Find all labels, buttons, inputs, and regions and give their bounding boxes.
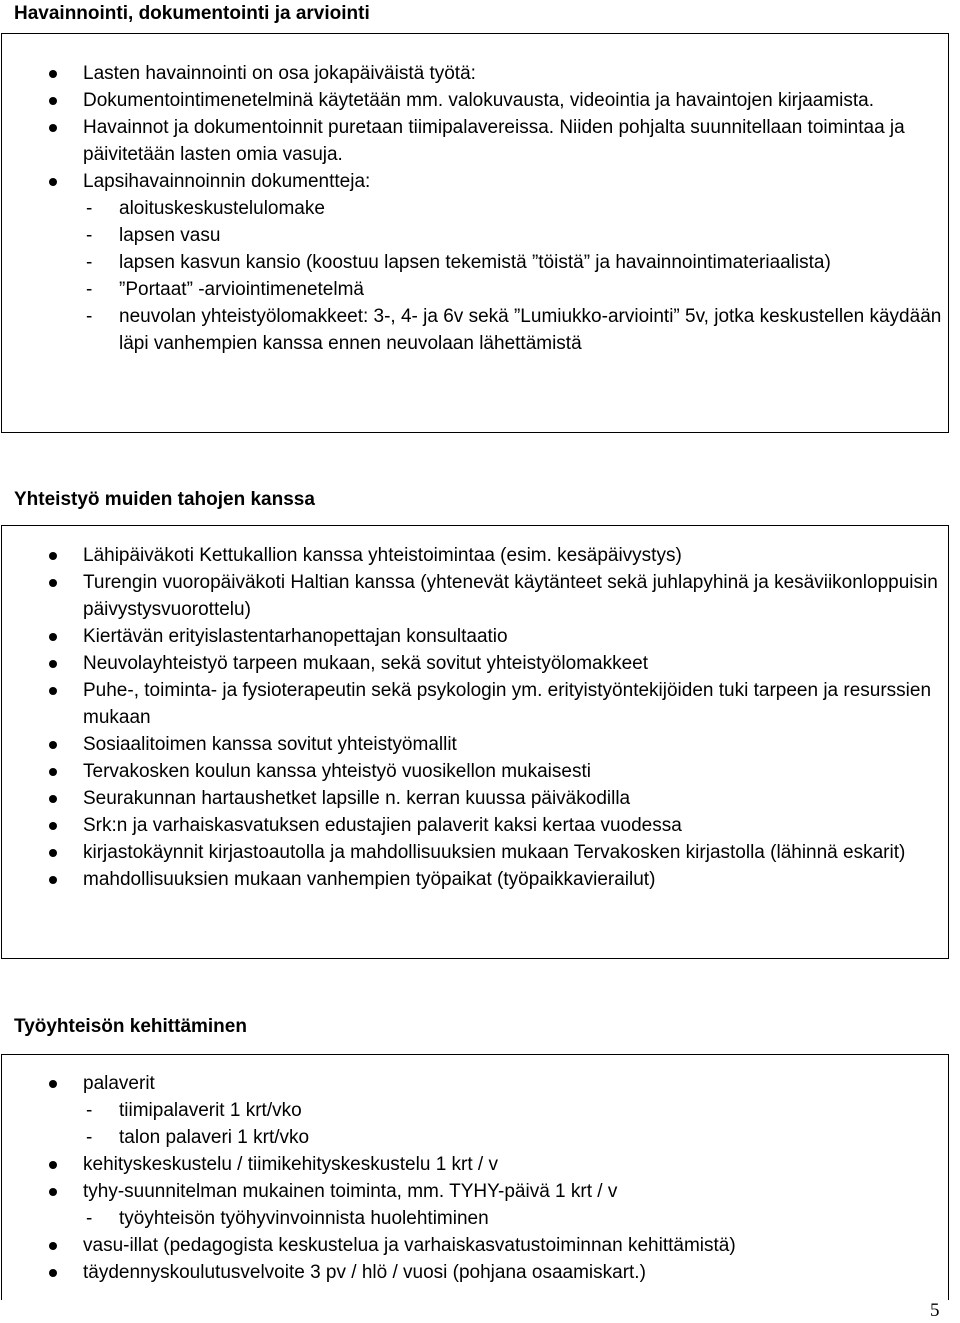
list-item: Kiertävän erityislastentarhanopettajan konsultaatio xyxy=(2,623,948,650)
list-item: tyhy-suunnitelman mukainen toiminta, mm. TYHY-päivä 1 krt / v - työyhteisön työhyvinvoinnista huolehtiminen xyxy=(2,1178,948,1232)
list-item: mahdollisuuksien mukaan vanhempien työpaikat (työpaikkavierailut) xyxy=(2,866,948,893)
list-item: Turengin vuoropäiväkoti Haltian kanssa (yhtenevät käytänteet sekä juhlapyhinä ja kesäviikonloppuisin päivystysvuorottelu) xyxy=(2,569,948,623)
section-box-yhteistyo xyxy=(1,525,949,959)
list-item: Lapsihavainnoinnin dokumentteja: - aloituskeskustelulomake - lapsen vasu - lapsen kasvun kansio (koostuu lapsen tekemistä ”töistä” ja havainnointimateriaalista) - ”Portaat” -arviointimenetelmä - neuvolan yhteistyölomakkeet: 3-, 4- ja 6v sekä ”Lumiukko-arviointi” 5v, jotka keskustellen käydään läpi vanhempien kanssa ennen neuvolaan lähettämistä xyxy=(2,168,948,357)
sub-list xyxy=(83,195,948,357)
bullet-list xyxy=(2,60,948,357)
sub-list-item: - neuvolan yhteistyölomakkeet: 3-, 4- ja 6v sekä ”Lumiukko-arviointi” 5v, jotka keskustellen käydään läpi vanhempien kanssa ennen neuvolaan lähettämistä xyxy=(83,303,948,357)
sub-list xyxy=(83,1205,948,1232)
section-box-havainnointi xyxy=(1,33,949,433)
list-item: Dokumentointimenetelminä käytetään mm. valokuvausta, videointia ja havaintojen kirjaamista. xyxy=(2,87,948,114)
sub-list-item: - aloituskeskustelulomake xyxy=(83,195,948,222)
list-item: vasu-illat (pedagogista keskustelua ja varhaiskasvatustoiminnan kehittämistä) xyxy=(2,1232,948,1259)
list-item: täydennyskoulutusvelvoite 3 pv / hlö / vuosi (pohjana osaamiskart.) xyxy=(2,1259,948,1286)
list-item: Neuvolayhteistyö tarpeen mukaan, sekä sovitut yhteistyölomakkeet xyxy=(2,650,948,677)
list-item: Sosiaalitoimen kanssa sovitut yhteistyömallit xyxy=(2,731,948,758)
section-heading-havainnointi: Havainnointi, dokumentointi ja arviointi xyxy=(14,3,370,24)
sub-list-item: - talon palaveri 1 krt/vko xyxy=(83,1124,948,1151)
sub-list xyxy=(83,1097,948,1151)
bullet-list xyxy=(2,1070,948,1286)
section-heading-yhteistyo: Yhteistyö muiden tahojen kanssa xyxy=(14,489,315,510)
page-number: 5 xyxy=(930,1300,940,1321)
bullet-list xyxy=(2,542,948,893)
list-item: Lähipäiväkoti Kettukallion kanssa yhteistoimintaa (esim. kesäpäivystys) xyxy=(2,542,948,569)
sub-list-item: - lapsen kasvun kansio (koostuu lapsen tekemistä ”töistä” ja havainnointimateriaalista) xyxy=(83,249,948,276)
list-item: Puhe-, toiminta- ja fysioterapeutin sekä psykologin ym. erityistyöntekijöiden tuki tarpeen ja resurssien mukaan xyxy=(2,677,948,731)
list-item: Srk:n ja varhaiskasvatuksen edustajien palaverit kaksi kertaa vuodessa xyxy=(2,812,948,839)
sub-list-item: - lapsen vasu xyxy=(83,222,948,249)
section-heading-tyoyhteiso: Työyhteisön kehittäminen xyxy=(14,1016,247,1037)
sub-list-item: - tiimipalaverit 1 krt/vko xyxy=(83,1097,948,1124)
list-item: palaverit - tiimipalaverit 1 krt/vko - talon palaveri 1 krt/vko xyxy=(2,1070,948,1151)
sub-list-item: - työyhteisön työhyvinvoinnista huolehtiminen xyxy=(83,1205,948,1232)
list-item: Seurakunnan hartaushetket lapsille n. kerran kuussa päiväkodilla xyxy=(2,785,948,812)
list-item: kehityskeskustelu / tiimikehityskeskustelu 1 krt / v xyxy=(2,1151,948,1178)
sub-list-item: - ”Portaat” -arviointimenetelmä xyxy=(83,276,948,303)
list-item: kirjastokäynnit kirjastoautolla ja mahdollisuuksien mukaan Tervakosken kirjastolla (lähinnä eskarit) xyxy=(2,839,948,866)
list-item: Havainnot ja dokumentoinnit puretaan tiimipalavereissa. Niiden pohjalta suunnitellaan toimintaa ja päivitetään lasten omia vasuja. xyxy=(2,114,948,168)
section-box-tyoyhteiso xyxy=(1,1054,949,1300)
list-item: Lasten havainnointi on osa jokapäiväistä työtä: xyxy=(2,60,948,87)
list-item: Tervakosken koulun kanssa yhteistyö vuosikellon mukaisesti xyxy=(2,758,948,785)
